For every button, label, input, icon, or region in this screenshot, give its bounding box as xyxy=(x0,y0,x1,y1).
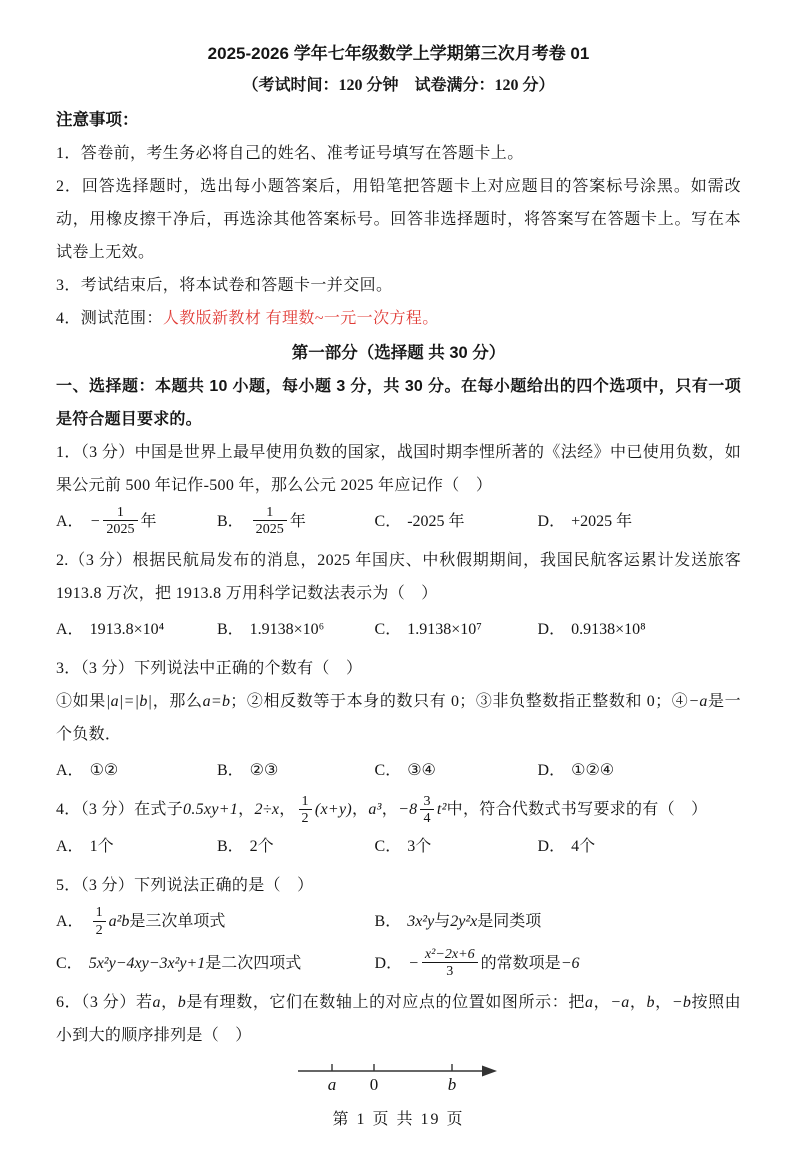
fraction xyxy=(253,504,287,537)
number-line-diagram xyxy=(56,1056,741,1101)
question-2 xyxy=(56,544,741,646)
text: 1.9138×10⁷ xyxy=(407,621,482,639)
axis-arrow-icon xyxy=(482,1066,497,1077)
fraction-denominator: 2025 xyxy=(255,521,284,538)
question-statements xyxy=(56,685,741,751)
text: ， xyxy=(593,994,611,1012)
option-D xyxy=(538,754,741,787)
text: ， xyxy=(160,994,178,1012)
math-text: −8 xyxy=(398,801,418,819)
text: 4．（3 分）在式子 xyxy=(56,801,184,819)
notice-item-4-prefix: 4．测试范围： xyxy=(56,310,163,327)
fraction-numerator: 1 xyxy=(299,793,312,810)
question-6 xyxy=(56,986,741,1052)
option-label: B． xyxy=(216,838,244,856)
option-label: D． xyxy=(537,838,566,856)
math-text: 0.5xy+1 xyxy=(183,801,239,819)
option-C xyxy=(375,613,538,646)
math-text: 2y²x xyxy=(450,913,478,931)
notice-item-2: 2．回答选择题时，选出每小题答案后，用铅笔把答题卡上对应题目的答案标号涂黑。如需改动，用橡皮擦干净后，再选涂其他答案标号。回答非选择题时，将答案写在答题卡上。写在本试卷上无效。 xyxy=(56,178,741,261)
option-C xyxy=(375,830,538,863)
text: -2025 年 xyxy=(407,513,465,531)
text: 年 xyxy=(289,513,306,531)
notice-heading: 注意事项： xyxy=(56,111,139,129)
text: 按照由小到大的顺序排列是（ ） xyxy=(56,994,741,1045)
option-D xyxy=(375,947,741,980)
text: 1.9138×10⁶ xyxy=(249,621,325,639)
option-B xyxy=(217,613,375,646)
option-B xyxy=(375,906,741,939)
math-text: −b xyxy=(671,994,692,1012)
notice-item-4-scope: 人教版新教材 有理数~一元一次方程。 xyxy=(162,310,439,327)
math-text: − xyxy=(408,954,419,972)
question-prompt xyxy=(56,986,741,1052)
text: 是一个负数． xyxy=(56,693,741,744)
text: 中，符合代数式书写要求的有（ ） xyxy=(446,801,708,819)
label-zero: 0 xyxy=(369,1075,378,1095)
option-label: C． xyxy=(374,621,402,639)
option-label: C． xyxy=(56,954,83,972)
options xyxy=(56,830,741,863)
option-label: D． xyxy=(374,954,403,972)
text: 3个 xyxy=(407,838,432,856)
math-text: 5x²y−4xy−3x²y+1 xyxy=(88,954,206,972)
questions xyxy=(56,436,741,1052)
question-prompt xyxy=(56,869,741,902)
label-b: b xyxy=(447,1075,456,1095)
section-intro: 一、选择题：本题共 10 小题，每小题 3 分，共 30 分。在每小题给出的四个选项中，只有一项是符合题目要求的。 xyxy=(56,378,741,428)
option-label: A． xyxy=(56,913,84,931)
fraction-denominator: 2025 xyxy=(106,521,135,538)
option-label: A． xyxy=(56,513,84,531)
text: 是二次四项式 xyxy=(205,954,302,972)
fraction-denominator: 2 xyxy=(301,810,309,827)
text: ， xyxy=(352,801,369,819)
notice-item-4 xyxy=(56,302,741,335)
text: ；②相反数等于本身的数只有 0；③非负整数指正整数和 0；④ xyxy=(230,693,689,711)
text: 5．（3 分）下列说法正确的是（ ） xyxy=(56,877,314,895)
fraction-numerator: x²−2x+6 xyxy=(422,946,478,963)
text: ， xyxy=(654,994,672,1012)
text: ①② xyxy=(89,762,119,780)
option-C xyxy=(375,505,538,538)
option-label: B． xyxy=(216,513,244,531)
option-A xyxy=(56,613,217,646)
text: ， xyxy=(629,994,647,1012)
text: 是同类项 xyxy=(477,913,542,931)
page-footer: 第 1 页 共 19 页 xyxy=(332,1111,465,1129)
option-label: D． xyxy=(537,513,566,531)
question-prompt xyxy=(56,793,741,827)
option-label: A． xyxy=(56,762,84,780)
text: 是三次单项式 xyxy=(129,913,226,931)
option-label: B． xyxy=(216,762,244,780)
text: 是有理数，它们在数轴上的对应点的位置如图所示：把 xyxy=(186,994,585,1012)
option-label: C． xyxy=(374,513,402,531)
option-label: B． xyxy=(216,621,244,639)
fraction-numerator: 1 xyxy=(93,904,106,921)
option-label: B． xyxy=(374,913,402,931)
text: ， xyxy=(279,801,296,819)
text: 4个 xyxy=(571,838,596,856)
question-prompt xyxy=(56,544,741,610)
label-a: a xyxy=(327,1075,336,1095)
question-5 xyxy=(56,869,741,980)
question-1 xyxy=(56,436,741,538)
option-label: C． xyxy=(374,838,402,856)
math-text: 3x²y xyxy=(407,913,435,931)
number-line-svg xyxy=(294,1056,504,1096)
notice-item-1: 1．答卷前，考生务必将自己的姓名、准考证号填写在答题卡上。 xyxy=(56,145,524,162)
math-text: −a xyxy=(688,693,708,711)
fraction-denominator: 4 xyxy=(423,810,431,827)
option-A xyxy=(56,830,217,863)
math-text: 2÷x xyxy=(254,801,280,819)
option-B xyxy=(217,830,375,863)
fraction-denominator: 2 xyxy=(95,921,103,938)
text: ，那么 xyxy=(152,693,203,711)
math-text: |a|=|b| xyxy=(105,693,153,711)
option-D xyxy=(538,505,741,538)
page-title: 2025-2026 学年七年级数学上学期第三次月考卷 01 xyxy=(207,44,590,63)
option-label: D． xyxy=(537,621,566,639)
option-B xyxy=(217,754,375,787)
notice-item-3: 3．考试结束后，将本试卷和答题卡一并交回。 xyxy=(56,277,393,294)
question-prompt xyxy=(56,436,741,502)
text: ， xyxy=(238,801,255,819)
text: 6．（3 分）若 xyxy=(56,994,153,1012)
text: ， xyxy=(381,801,399,819)
option-label: D． xyxy=(537,762,566,780)
text: 的常数项是 xyxy=(480,954,561,972)
math-text: a=b xyxy=(202,693,231,711)
text: ③④ xyxy=(407,762,436,780)
fraction xyxy=(420,793,433,826)
text: 2.（3 分）根据民航局发布的消息，2025 年国庆、中秋假期期间，我国民航客运累计发送旅客 1913.8 万次，把 1913.8 万用科学记数法表示为（ ） xyxy=(56,552,741,603)
question-4 xyxy=(56,793,741,863)
fraction xyxy=(103,504,137,537)
page-subtitle: （考试时间：120 分钟 试卷满分：120 分） xyxy=(242,77,555,94)
math-text: a xyxy=(584,994,594,1012)
text: 与 xyxy=(434,913,451,931)
question-3 xyxy=(56,652,741,787)
option-A xyxy=(56,505,217,538)
math-text: (x+y) xyxy=(314,801,353,819)
text: 1．（3 分）中国是世界上最早使用负数的国家，战国时期李悝所著的《法经》中已使用负数，如果公元前 500 年记作-500 年，那么公元 2025 年应记作（ ） xyxy=(56,444,741,494)
text: 2个 xyxy=(249,838,274,856)
fraction-denominator: 3 xyxy=(446,962,454,979)
text: 3．（3 分）下列说法中正确的个数有（ ） xyxy=(56,660,363,678)
option-C xyxy=(375,754,538,787)
options xyxy=(56,905,741,980)
option-D xyxy=(538,830,741,863)
options xyxy=(56,613,741,646)
math-text: − xyxy=(89,513,101,531)
option-A xyxy=(56,905,375,938)
options xyxy=(56,754,741,787)
option-D xyxy=(538,613,741,646)
math-text: b xyxy=(177,994,187,1012)
fraction-numerator: 3 xyxy=(420,793,433,810)
text: 1913.8×10⁴ xyxy=(89,621,165,639)
text: 1个 xyxy=(89,838,114,856)
math-text: a³ xyxy=(368,801,382,819)
fraction-numerator: 1 xyxy=(103,504,137,521)
text: ①②④ xyxy=(571,762,615,780)
option-label: A． xyxy=(56,838,84,856)
section-heading: 第一部分（选择题 共 30 分） xyxy=(291,344,506,362)
option-B xyxy=(217,505,375,538)
text: 年 xyxy=(140,513,157,531)
options xyxy=(56,505,741,538)
fraction-numerator: 1 xyxy=(253,504,287,521)
text: ②③ xyxy=(249,762,279,780)
math-text: a²b xyxy=(108,913,130,931)
fraction xyxy=(93,904,106,937)
text: ①如果 xyxy=(56,693,106,711)
option-A xyxy=(56,754,217,787)
option-label: C． xyxy=(374,762,402,780)
text: +2025 年 xyxy=(571,513,633,531)
math-text: t² xyxy=(436,801,447,819)
option-C xyxy=(56,947,375,980)
fraction xyxy=(299,793,312,826)
text: 0.9138×10⁸ xyxy=(571,621,646,639)
option-label: A． xyxy=(56,621,84,639)
question-prompt xyxy=(56,652,741,685)
math-text: −6 xyxy=(560,954,580,972)
math-text: −a xyxy=(610,994,630,1012)
math-text: b xyxy=(646,994,655,1012)
fraction xyxy=(422,946,478,979)
math-text: a xyxy=(152,994,161,1012)
